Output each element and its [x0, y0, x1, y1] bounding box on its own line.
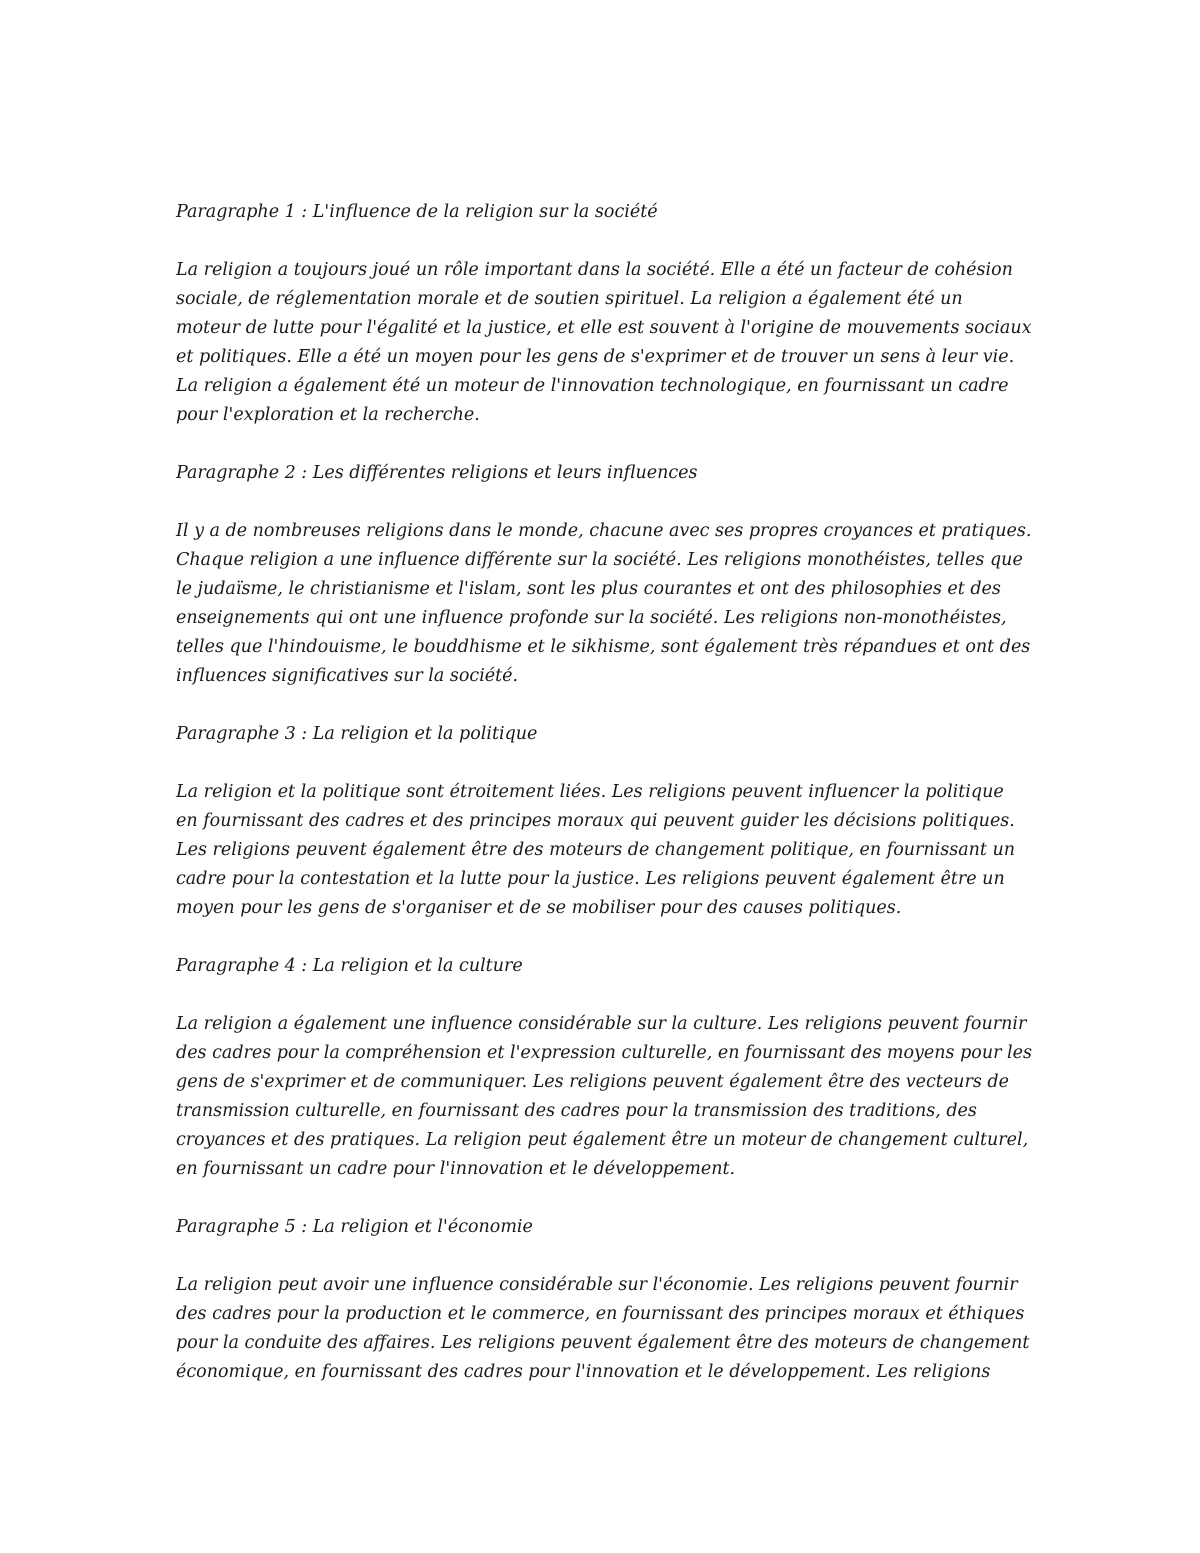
paragraph-line: des cadres pour la production et le commerce, en fournissant des principes moraux et éthiques	[176, 1304, 1025, 1324]
paragraph-line: La religion a également été un moteur de l'innovation technologique, en fournissant un cadre	[176, 376, 1009, 396]
section-heading: Paragraphe 5 : La religion et l'économie	[176, 1217, 533, 1237]
blank-line	[176, 430, 1036, 459]
paragraph-line: Les religions peuvent également être des moteurs de changement politique, en fournissant un	[176, 840, 1016, 860]
section-3	[176, 720, 1036, 952]
paragraph-line: croyances et des pratiques. La religion peut également être un moteur de changement culturel,	[176, 1130, 1029, 1150]
blank-line	[176, 749, 1036, 778]
document-body	[176, 198, 1036, 1387]
section-heading: Paragraphe 1 : L'influence de la religion sur la société	[176, 202, 658, 222]
section-paragraph	[176, 517, 1036, 691]
section-2	[176, 459, 1036, 720]
paragraph-line: Il y a de nombreuses religions dans le monde, chacune avec ses propres croyances et pratiques.	[176, 521, 1032, 541]
paragraph-line: transmission culturelle, en fournissant des cadres pour la transmission des traditions, des	[176, 1101, 977, 1121]
section-1	[176, 198, 1036, 459]
paragraph-line: économique, en fournissant des cadres pour l'innovation et le développement. Les religions	[176, 1362, 991, 1382]
paragraph-line: gens de s'exprimer et de communiquer. Les religions peuvent également être des vecteurs de	[176, 1072, 1009, 1092]
blank-line	[176, 1242, 1036, 1271]
paragraph-line: sociale, de réglementation morale et de soutien spirituel. La religion a également été un	[176, 289, 963, 309]
blank-line	[176, 981, 1036, 1010]
paragraph-line: pour l'exploration et la recherche.	[176, 405, 480, 425]
blank-line	[176, 1184, 1036, 1213]
paragraph-line: telles que l'hindouisme, le bouddhisme et le sikhisme, sont également très répandues et ont des	[176, 637, 1031, 657]
section-paragraph	[176, 256, 1036, 430]
section-4	[176, 952, 1036, 1213]
blank-line	[176, 488, 1036, 517]
paragraph-line: et politiques. Elle a été un moyen pour les gens de s'exprimer et de trouver un sens à leur vie.	[176, 347, 1015, 367]
section-paragraph	[176, 1271, 1036, 1387]
blank-line	[176, 691, 1036, 720]
paragraph-line: La religion peut avoir une influence considérable sur l'économie. Les religions peuvent fournir	[176, 1275, 1018, 1295]
blank-line	[176, 227, 1036, 256]
paragraph-line: en fournissant des cadres et des principes moraux qui peuvent guider les décisions politiques.	[176, 811, 1015, 831]
blank-line	[176, 923, 1036, 952]
paragraph-line: enseignements qui ont une influence profonde sur la société. Les religions non-monothéistes,	[176, 608, 1007, 628]
paragraph-line: des cadres pour la compréhension et l'expression culturelle, en fournissant des moyens pour les	[176, 1043, 1032, 1063]
paragraph-line: La religion a toujours joué un rôle important dans la société. Elle a été un facteur de cohésion	[176, 260, 1013, 280]
section-5	[176, 1213, 1036, 1387]
paragraph-line: cadre pour la contestation et la lutte pour la justice. Les religions peuvent également être un	[176, 869, 1005, 889]
paragraph-line: Chaque religion a une influence différente sur la société. Les religions monothéistes, telles que	[176, 550, 1023, 570]
section-paragraph	[176, 778, 1036, 923]
paragraph-line: le judaïsme, le christianisme et l'islam, sont les plus courantes et ont des philosophies et des	[176, 579, 1001, 599]
paragraph-line: moteur de lutte pour l'égalité et la justice, et elle est souvent à l'origine de mouvements sociaux	[176, 318, 1032, 338]
section-paragraph	[176, 1010, 1036, 1184]
section-heading: Paragraphe 2 : Les différentes religions et leurs influences	[176, 463, 698, 483]
section-heading: Paragraphe 4 : La religion et la culture	[176, 956, 523, 976]
paragraph-line: en fournissant un cadre pour l'innovation et le développement.	[176, 1159, 736, 1179]
paragraph-line: La religion et la politique sont étroitement liées. Les religions peuvent influencer la politique	[176, 782, 1004, 802]
paragraph-line: pour la conduite des affaires. Les religions peuvent également être des moteurs de changement	[176, 1333, 1030, 1353]
paragraph-line: influences significatives sur la société.	[176, 666, 519, 686]
paragraph-line: moyen pour les gens de s'organiser et de se mobiliser pour des causes politiques.	[176, 898, 902, 918]
paragraph-line: La religion a également une influence considérable sur la culture. Les religions peuvent fournir	[176, 1014, 1027, 1034]
section-heading: Paragraphe 3 : La religion et la politique	[176, 724, 538, 744]
